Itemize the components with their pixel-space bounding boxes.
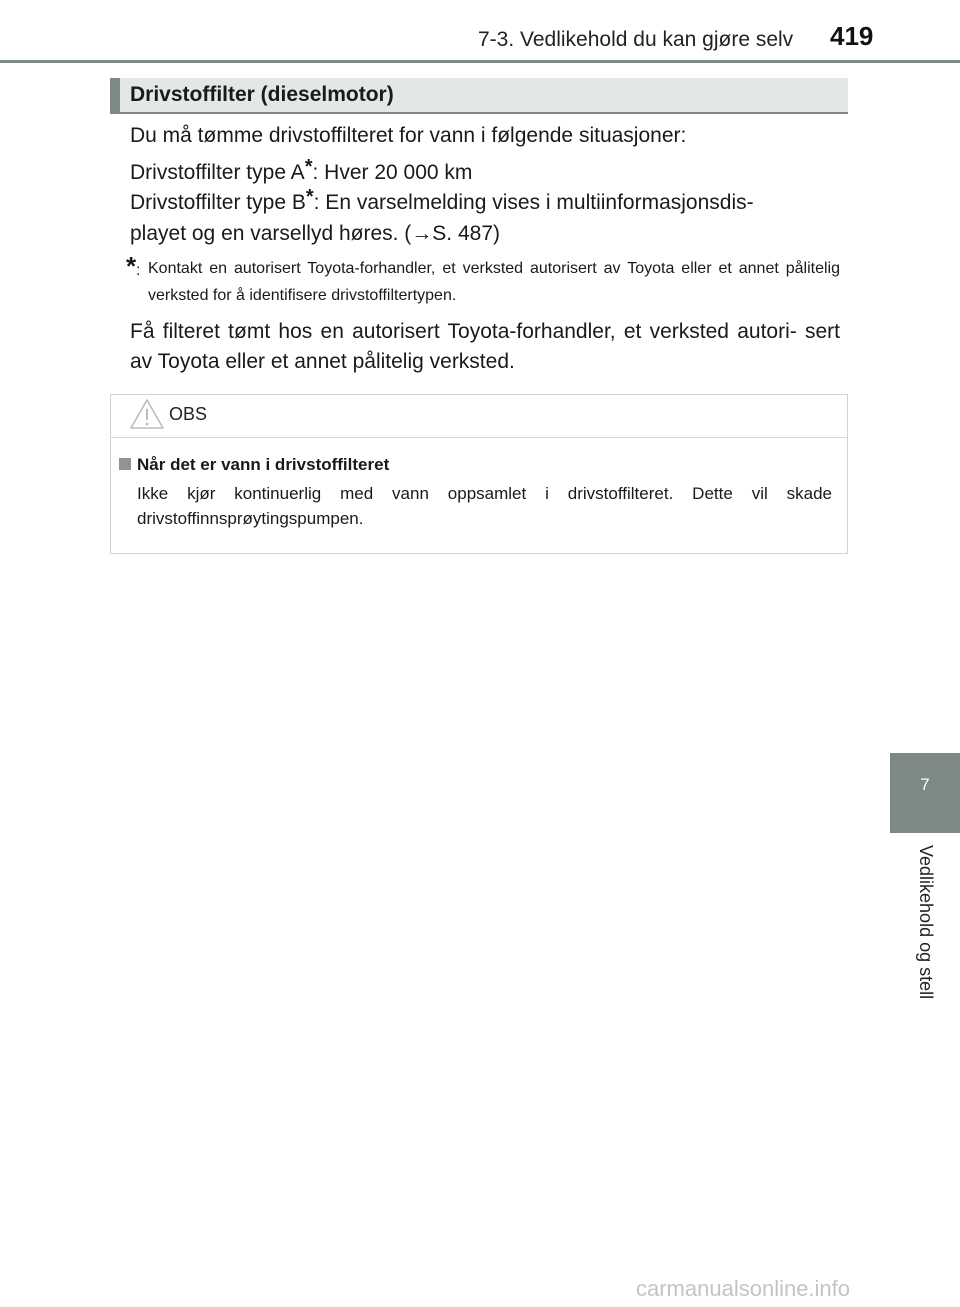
filter-type-a [130,158,840,188]
warning-title-text: Når det er vann i drivstoffilteret [137,455,390,474]
watermark: carmanualsonline.info [636,1276,851,1301]
asterisk-mark: * [305,186,314,208]
chapter-tab [890,753,960,833]
warning-triangle-icon [129,398,165,430]
section-heading [110,78,848,114]
type-b-label: Drivstoffilter type B [130,191,306,214]
intro-paragraph: Du må tømme drivstoffilteret for vann i følgende situasjoner: [130,124,687,147]
section-title: Drivstoffilter (dieselmotor) [130,83,394,106]
chapter-number: 7 [920,775,930,794]
asterisk-mark: * [304,156,313,178]
type-a-text: : Hver 20 000 km [312,161,473,184]
chapter-label: Vedlikehold og stell [916,845,936,1000]
arrow-icon: → [411,222,433,245]
footnote [126,251,840,309]
footnote-text: Kontakt en autorisert Toyota-forhandler, et verksted autorisert av Toyota eller et annet pålitelig verksted for å identifisere drivstoffiltertypen. [148,260,840,304]
filter-type-b [130,188,840,218]
warning-text: Ikke kjør kontinuerlig med vann oppsamlet i drivstoffilteret. Dette vil skade drivstoffinnsprøytingspumpen. [137,484,832,528]
warning-title [119,455,389,475]
section-heading-bar [110,78,120,112]
page-reference-link[interactable]: S. 487) [432,222,501,245]
square-bullet-icon [119,458,131,470]
type-b-text-2: playet og en varsellyd høres. ( [130,222,412,245]
warning-label: OBS [169,404,208,424]
closing-paragraph: Få filteret tømt hos en autorisert Toyota-forhandler, et verksted autori- sert av Toyota eller et annet pålitelig verksted. [130,320,840,373]
type-a-label: Drivstoffilter type A [130,161,305,184]
header-section-title: 7-3. Vedlikehold du kan gjøre selv [478,28,794,51]
type-b-text: : En varselmelding vises i multiinformasjonsdis- [313,191,754,214]
header-rule [0,60,960,63]
warning-box [110,394,848,554]
filter-type-b-continued [130,219,840,249]
page-number: 419 [830,21,874,51]
footnote-colon: : [136,262,141,279]
footnote-asterisk: * [126,251,137,281]
warning-header [111,395,847,438]
